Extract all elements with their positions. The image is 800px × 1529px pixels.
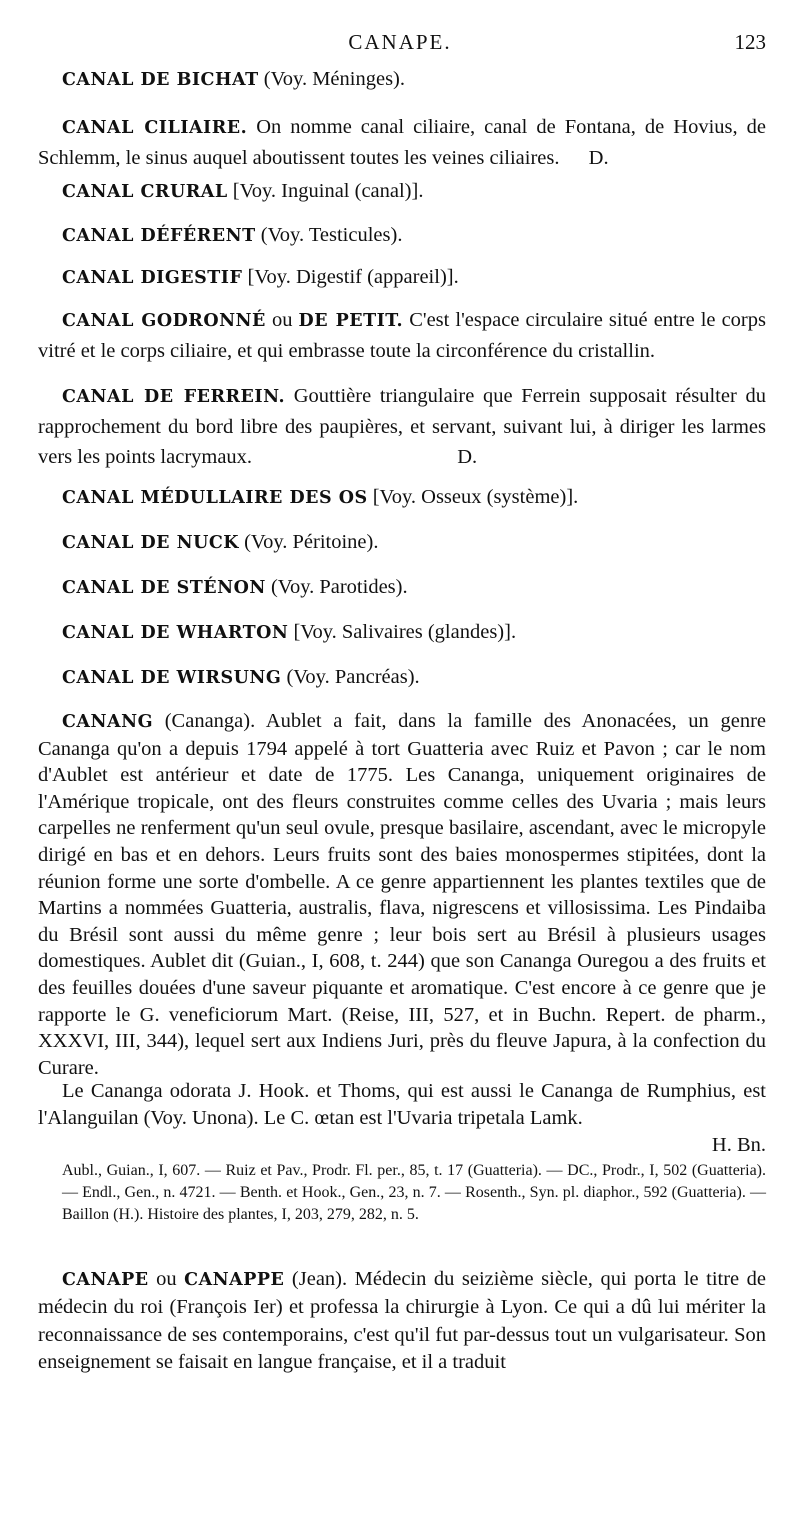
page-number: 123 (734, 30, 766, 54)
entry-canape (38, 1266, 766, 1377)
entry-canal-godronne (38, 305, 766, 366)
entry-headword: CANAL MÉDULLAIRE DES OS (62, 488, 368, 508)
entry-text: C'est l'espace circulaire situé entre le corps vitré et le corps ciliaire, et qui embrasse toute la circonférence du cristallin. (38, 309, 766, 362)
entry-crossref: [Voy. Digestif (appareil)]. (247, 266, 459, 288)
entry-headword: CANAL DE NUCK (62, 533, 239, 553)
header-title: CANAPE. (348, 30, 452, 54)
entry-canal-crural (62, 176, 766, 207)
entry-text: Le Cananga odorata J. Hook. et Thoms, qui est aussi le Cananga de Rumphius, est l'Alanguilan (Voy. Unona). Le C. œtan est l'Uvaria tripetala Lamk. (38, 1080, 766, 1129)
entry-canal-de-wirsung (62, 662, 766, 693)
entry-headword: CANAL DÉFÉRENT (62, 226, 256, 246)
entry-crossref: (Voy. Parotides). (270, 576, 408, 598)
entry-canal-de-nuck (62, 527, 766, 558)
entry-canal-de-wharton (62, 617, 766, 648)
entry-signature: H. Bn. (711, 1134, 766, 1156)
running-header (0, 30, 800, 60)
entry-headword: CANAL DE WHARTON (62, 623, 289, 643)
entry-headword-alt: DE PETIT. (298, 311, 404, 331)
entry-crossref: (Voy. Méninges). (263, 68, 406, 90)
entry-crossref: (Voy. Pancréas). (286, 666, 420, 688)
entry-crossref: [Voy. Inguinal (canal)]. (232, 180, 424, 202)
entry-signature: D. (457, 446, 478, 468)
entry-canang (38, 708, 766, 1081)
entry-text: (Cananga). Aublet a fait, dans la famille des Anonacées, un genre Cananga qu'on a depuis 1794 appelé à tort Guatteria avec Ruiz et Pavon ; car le nom d'Aublet est antérieur et date de 1775. Les Cananga, uniquement originaires de l'Amérique tropicale, ont des fleurs construites comme celles des Uvaria ; mais leurs carpelles ne renferment qu'un seul ovule, presque basilaire, ascendant, avec le micropyle dirigé en bas et en dehors. Leurs fruits sont des baies monospermes stipitées, dont la réunion forme une sorte d'ombelle. A ce genre appartiennent les plantes textiles que de Martins a nommées Guatteria, australis, flava, nigrescens et villosissima. Les Pindaiba du Brésil sont aussi du même genre ; leur bois sert au Brésil à plusieurs usages domestiques. Aublet dit (Guian., I, 608, t. 244) que son Cananga Ouregou a des fruits et des feuilles douées d'une saveur piquante et aromatique. C'est encore à ce genre que je rapporte le G. veneficiorum Mart. (Reise, III, 527, et in Buchn. Repert. de pharm., XXXVI, III, 344), lequel sert aux Indiens Juri, près du fleuve Japura, à la confection du Curare. (38, 710, 766, 1079)
entry-headword: CANANG (62, 712, 154, 732)
entry-canal-medullaire (62, 482, 766, 513)
entry-canang-continued (38, 1078, 766, 1131)
entry-headword: CANAPE (62, 1270, 149, 1290)
entry-headword: CANAL DE WIRSUNG (62, 668, 282, 688)
entry-headword: CANAL GODRONNÉ (62, 311, 266, 331)
entry-crossref: [Voy. Osseux (système)]. (372, 486, 579, 508)
entry-canang-signature-row (38, 1130, 766, 1160)
entry-text: On nomme canal ciliaire, canal de Fontana, de Hovius, de Schlemm, le sinus auquel aboutissent toutes les veines ciliaires. (38, 116, 766, 169)
entry-signature: D. (588, 147, 609, 169)
entry-canal-de-ferrein (38, 381, 766, 472)
entry-headword: CANAL DE BICHAT (62, 70, 259, 90)
references-text: Aubl., Guian., I, 607. — Ruiz et Pav., Prodr. Fl. per., 85, t. 17 (Guatteria). — DC., Prodr., I, 502 (Guatteria). — Endl., Gen., n. 4721. — Benth. et Hook., Gen., 23, n. 7. — Rosenth., Syn. pl. diaphor., 592 (Guatteria). — Baillon (H.). Histoire des plantes, I, 203, 279, 282, n. 5. (62, 1162, 766, 1223)
entry-headword: CANAL CILIAIRE. (62, 118, 248, 138)
entry-headword: CANAL CRURAL (62, 182, 228, 202)
entry-canal-ciliaire (38, 112, 766, 173)
entry-connector: ou (271, 309, 293, 331)
bibliography-references (62, 1160, 766, 1226)
entry-connector: ou (156, 1268, 177, 1290)
entry-headword: CANAL DIGESTIF (62, 268, 243, 288)
entry-headword-alt: CANAPPE (184, 1270, 285, 1290)
entry-canal-de-stenon (62, 572, 766, 603)
entry-canal-digestif (62, 262, 766, 293)
entry-headword: CANAL DE FERREIN. (62, 387, 286, 407)
entry-canal-deferent (62, 220, 766, 251)
entry-text: (Jean). Médecin du seizième siècle, qui porta le titre de médecin du roi (François Ier) et professa la chirurgie à Lyon. Ce qui a dû lui mériter la reconnaissance de ses contemporains, c'est qu'il fut par-dessus tout un vulgarisateur. Son enseignement se faisait en langue française, et il a traduit (38, 1268, 767, 1374)
entry-crossref: (Voy. Péritoine). (244, 531, 379, 553)
entry-canal-de-bichat (62, 64, 766, 95)
entry-crossref: [Voy. Salivaires (glandes)]. (293, 621, 517, 643)
entry-headword: CANAL DE STÉNON (62, 578, 266, 598)
entry-crossref: (Voy. Testicules). (260, 224, 403, 246)
entry-text: Gouttière triangulaire que Ferrein supposait résulter du rapprochement du bord libre des paupières, et servant, suivant lui, à diriger les larmes vers les points lacrymaux. (38, 385, 766, 468)
